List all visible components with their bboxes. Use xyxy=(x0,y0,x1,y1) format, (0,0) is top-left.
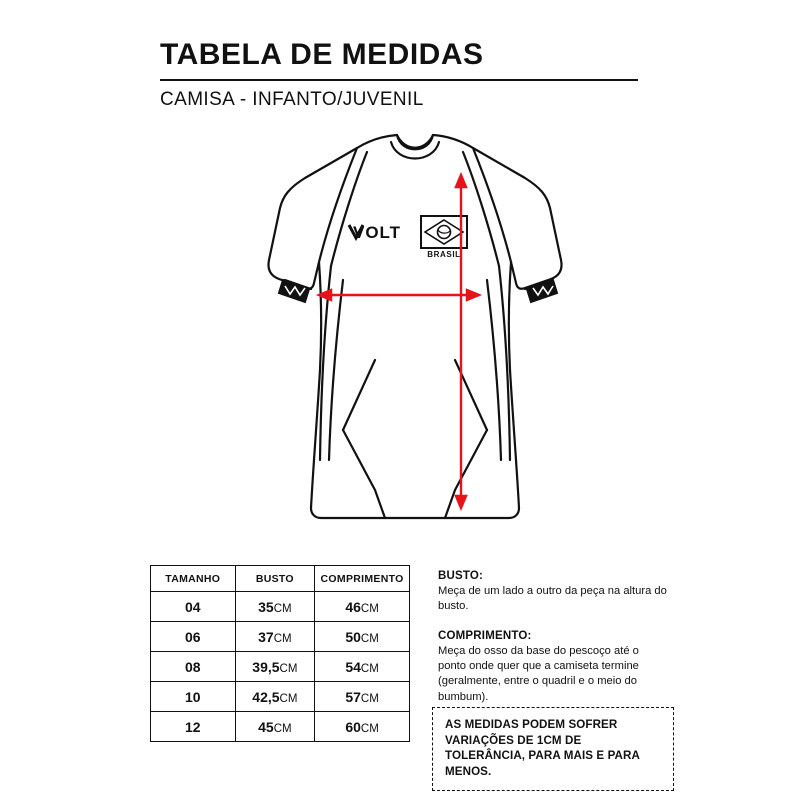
table-row xyxy=(151,682,410,712)
comprimento-measure-arrow xyxy=(456,175,466,508)
page-header xyxy=(160,38,640,111)
comprimento-value: 57 xyxy=(345,688,361,705)
busto-value: 39,5 xyxy=(252,658,280,675)
cell-busto xyxy=(235,622,315,652)
busto-unit: CM xyxy=(279,662,298,675)
note-heading-busto: BUSTO: xyxy=(438,570,484,582)
tolerance-warning-text: AS MEDIDAS PODEM SOFRER VARIAÇÕES DE 1CM DE TOLERÂNCIA, PARA MAIS E PARA MENOS. xyxy=(445,718,640,778)
table-row xyxy=(151,652,410,682)
brand-logo xyxy=(349,223,401,242)
busto-unit: CM xyxy=(273,722,292,735)
column-header-busto: BUSTO xyxy=(235,566,315,592)
tolerance-warning-box xyxy=(432,707,674,791)
busto-measure-arrow xyxy=(319,290,479,300)
table-row xyxy=(151,622,410,652)
comprimento-unit: CM xyxy=(360,632,379,645)
cell-tamanho: 10 xyxy=(151,682,236,712)
svg-text:BRASIL: BRASIL xyxy=(427,250,461,259)
comprimento-unit: CM xyxy=(360,692,379,705)
cell-comprimento xyxy=(315,592,410,622)
busto-value: 45 xyxy=(258,718,274,735)
comprimento-value: 54 xyxy=(345,658,361,675)
comprimento-unit: CM xyxy=(360,602,379,615)
comprimento-unit: CM xyxy=(360,722,379,735)
cell-comprimento xyxy=(315,682,410,712)
cell-busto xyxy=(235,652,315,682)
cell-tamanho: 08 xyxy=(151,652,236,682)
note-heading-comprimento: COMPRIMENTO: xyxy=(438,630,532,643)
comprimento-value: 60 xyxy=(345,718,361,735)
measurements-table xyxy=(150,565,410,742)
page-subtitle: CAMISA - INFANTO/JUVENIL xyxy=(160,89,424,110)
page-title: TABELA DE MEDIDAS xyxy=(160,38,484,71)
note-text-busto: Meça de um lado a outro da peça na altura do busto. xyxy=(438,585,667,613)
cell-tamanho: 12 xyxy=(151,712,236,742)
comprimento-unit: CM xyxy=(360,662,379,675)
svg-text:VOLT: VOLT xyxy=(353,223,402,242)
busto-unit: CM xyxy=(273,602,292,615)
table-row xyxy=(151,592,410,622)
column-header-tamanho: TAMANHO xyxy=(151,566,236,592)
cell-comprimento xyxy=(315,622,410,652)
header-divider xyxy=(160,79,638,81)
cell-tamanho: 04 xyxy=(151,592,236,622)
cell-busto xyxy=(235,682,315,712)
cell-comprimento xyxy=(315,712,410,742)
note-text-comprimento: Meça do osso da base do pescoço até o ponto onde quer que a camiseta termine (geralmente, entre o quadril e o meio do bumbum). xyxy=(438,645,639,703)
cell-busto xyxy=(235,592,315,622)
cell-comprimento xyxy=(315,652,410,682)
busto-unit: CM xyxy=(279,692,298,705)
measurement-notes xyxy=(438,570,668,721)
busto-unit: CM xyxy=(273,632,292,645)
busto-value: 37 xyxy=(258,628,274,645)
busto-value: 42,5 xyxy=(252,688,280,705)
comprimento-value: 46 xyxy=(345,598,361,615)
measurements-table-wrap xyxy=(150,565,410,742)
shirt-illustration xyxy=(225,130,585,550)
table-row xyxy=(151,712,410,742)
comprimento-value: 50 xyxy=(345,628,361,645)
table-header-row xyxy=(151,566,410,592)
cell-tamanho: 06 xyxy=(151,622,236,652)
column-header-comprimento: COMPRIMENTO xyxy=(315,566,410,592)
cell-busto xyxy=(235,712,315,742)
busto-value: 35 xyxy=(258,598,274,615)
